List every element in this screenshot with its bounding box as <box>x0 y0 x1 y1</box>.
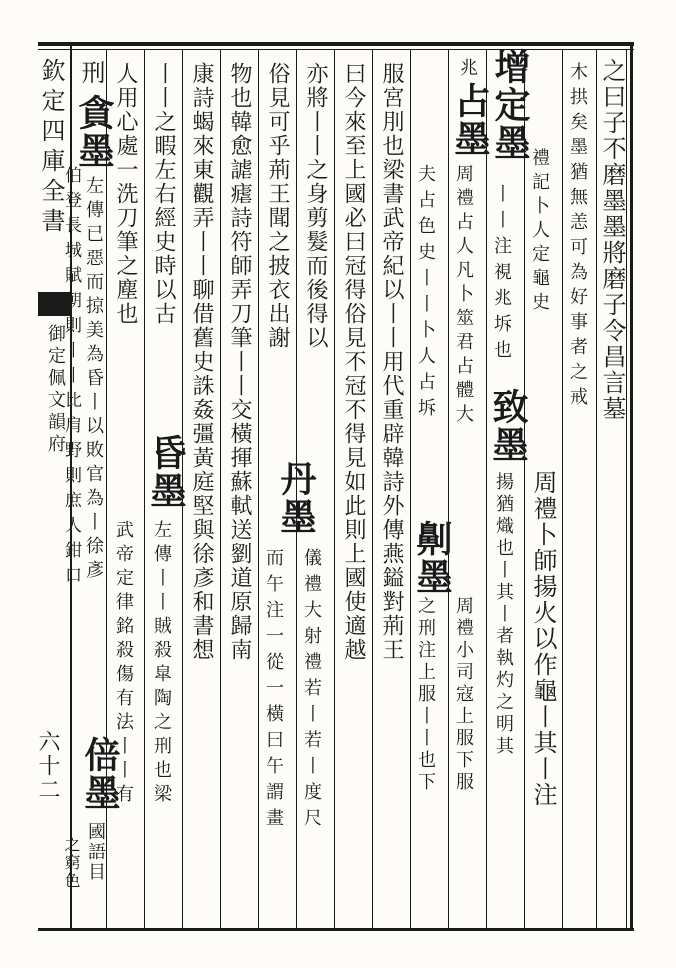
text-column-1: 之曰子不磨墨墨將磨子令昌言墓 <box>598 58 626 422</box>
text-column-14-tail: 武帝定律銘殺傷有法丨丨有 <box>113 520 134 808</box>
text-column-5-tail: 周禮小司寇上服下服 <box>453 596 474 794</box>
text-column-8: 曰今來至上國必曰冠得俗見不冠不得見如此則上國使適越 <box>341 62 366 662</box>
text-column-4-tail: 揚猶熾也丨其丨者執灼之明其 <box>493 472 514 758</box>
column-divider <box>562 50 563 928</box>
heading-hun-mo: 昏墨 <box>145 434 187 510</box>
text-column-4-head: 丨丨注視兆坼也 <box>491 184 512 366</box>
text-column-13-head: 丨丨之暇左右經史時以古 <box>151 62 176 326</box>
heading-bei-mo: 倍墨 <box>79 736 121 812</box>
text-column-11: 物也韓愈謔瘧詩符師弄刀筆丨丨交橫揮蘇軾送劉道原歸南 <box>227 62 252 662</box>
text-column-5-note: 周禮占人凡卜筮君占體大 <box>453 164 474 428</box>
text-column-15-xing: 刑 <box>77 60 105 86</box>
text-column-9-head: 亦將丨丨之身剪髮而後得以 <box>303 62 328 350</box>
column-divider <box>410 50 411 928</box>
column-divider <box>486 50 487 928</box>
text-column-9-tail: 儀禮大射禮若丨若丨度尺 <box>301 548 322 834</box>
text-column-6-head: 夫占色史丨丨卜人占坼 <box>415 164 436 424</box>
column-divider <box>524 50 525 928</box>
heading-yi-mo: 劓墨 <box>411 520 453 596</box>
column-divider <box>220 50 221 928</box>
page-number: 六十二 <box>35 730 60 802</box>
heading-tan-mo: 貪墨 <box>73 94 115 170</box>
right-border <box>630 42 633 931</box>
text-column-5-zhao: 兆 <box>457 58 478 78</box>
top-border-inner <box>38 49 634 50</box>
text-column-10-head: 俗見可乎荊王聞之披衣出謝 <box>265 62 290 350</box>
column-divider <box>258 50 259 928</box>
book-title: 欽定四庫全書 <box>37 58 65 238</box>
text-column-12: 康詩蝎來東觀弄丨丨聊借舊史誅姦彊黃庭堅與徐彥和書想 <box>189 62 214 662</box>
text-column-3-tail: 周禮卜師揚火以作龜丨其丨注 <box>529 470 557 808</box>
top-border <box>38 42 634 46</box>
text-column-14-head: 人用心處一洗刀筆之塵也 <box>113 62 138 326</box>
text-column-16-tail: 之窮色 <box>62 836 81 890</box>
text-column-6-tail: 之刑注上服丨丨也下 <box>415 596 436 794</box>
column-divider <box>448 50 449 928</box>
bottom-border <box>38 928 634 931</box>
text-column-10-tail: 而午注一從一橫曰午謂畫 <box>263 548 284 834</box>
column-divider <box>334 50 335 928</box>
book-subtitle: 御定佩文韻府 <box>45 324 66 456</box>
text-column-13-tail: 左傳丨丨賊殺皐陶之刑也梁 <box>151 520 172 808</box>
text-column-2: 木拱矣墨猶無恙可為好事者之戒 <box>567 62 588 412</box>
text-column-15-note: 左傳已惡而掠美為昏丨以敗官為丨徐彥 <box>83 176 104 584</box>
heading-zhi-mo: 致墨 <box>487 388 529 464</box>
text-column-7: 服宮刖也梁書武帝紀以丨丨用代重辟韓詩外傳燕鎰對荊王 <box>379 62 404 662</box>
text-column-3-note: 禮記卜人定龜史 <box>529 148 550 316</box>
heading-zengding-mo: 增定墨 <box>489 48 531 162</box>
heading-dan-mo: 丹墨 <box>275 460 317 536</box>
text-column-16: 伯登長城賦朝則丨丨比肩野則庶人鉗口 <box>61 166 81 591</box>
heading-zhan-mo: 占墨 <box>449 82 491 158</box>
text-column-15-tail: 國語目 <box>85 822 106 882</box>
column-divider <box>372 50 373 928</box>
